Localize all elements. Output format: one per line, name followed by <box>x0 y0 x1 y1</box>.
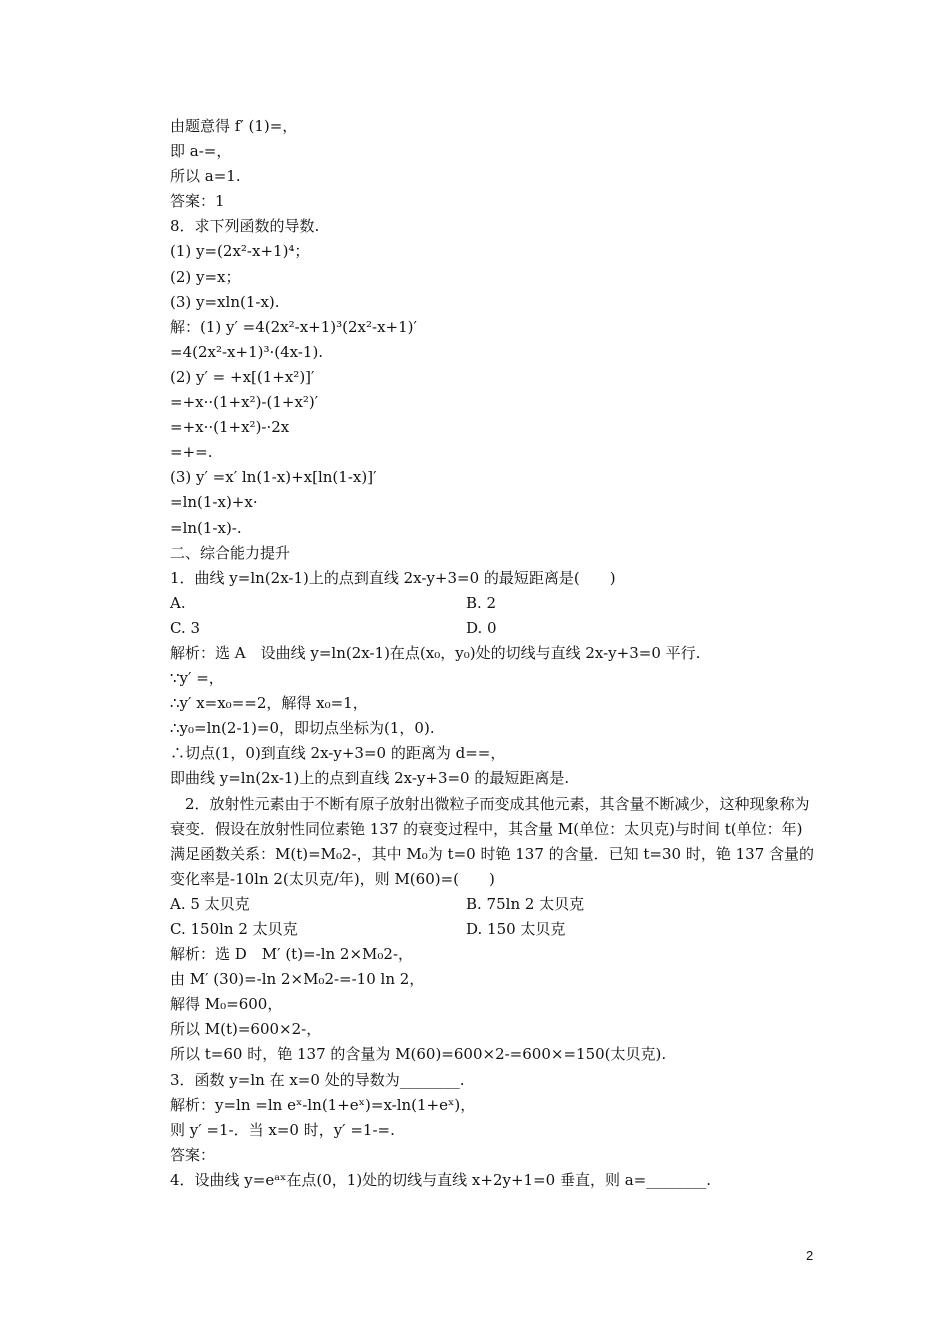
option-c: C. 150ln 2 太贝克 <box>170 920 298 938</box>
text-line: 由题意得 f′ (1)=， <box>170 117 298 135</box>
text-line: 所以 a=1. <box>170 167 241 186</box>
text-line: =+x··(1+x²)-(1+x²)′ <box>170 393 319 412</box>
text-line: ∴y₀=ln(2-1)=0，即切点坐标为(1，0). <box>170 719 435 738</box>
option-d: D. 0 <box>466 618 497 637</box>
text-line: 即 a-=， <box>170 142 232 161</box>
page-number: 2 <box>806 1248 814 1263</box>
question-heading: 8．求下列函数的导数. <box>170 217 320 236</box>
option-d: D. 150 太贝克 <box>466 920 566 938</box>
text-line: ∴切点(1，0)到直线 2x-y+3=0 的距离为 d==， <box>170 744 506 763</box>
text-line: 解析：y=ln =ln eˣ-ln(1+eˣ)=x-ln(1+eˣ)， <box>170 1095 476 1114</box>
question-paragraph: 2．放射性元素由于不断有原子放射出微粒子而变成其他元素，其含量不断减少，这种现象称为衰变．假设在放射性同位素铯 137 的衰变过程中，其含量 M(单位：太贝克)与时间 t(单位：年)满足函数关系：M(t)=M₀2-，其中 M₀为 t=0 时铯 137 的含量．已知 t=30 时，铯 137 含量的变化率是-10ln 2(太贝克/年)，则 M(60)=( ) <box>170 794 815 888</box>
text-line: (3) y′ =x′ ln(1-x)+x[ln(1-x)]′ <box>170 468 377 487</box>
text-line: (3) y=xln(1-x). <box>170 292 280 311</box>
question-heading: 4．设曲线 y=eᵃˣ在点(0，1)处的切线与直线 x+2y+1=0 垂直，则 a=________. <box>170 1170 712 1189</box>
section-heading: 二、综合能力提升 <box>170 543 291 562</box>
option-b: B. 2 <box>466 593 497 612</box>
text-line: 所以 M(t)=600×2-， <box>170 1020 322 1039</box>
text-line: 则 y′ =1-．当 x=0 时，y′ =1-=. <box>170 1120 395 1139</box>
text-line: ∴y′ x=x₀==2，解得 x₀=1， <box>170 694 368 713</box>
page-body <box>170 114 815 1193</box>
question-heading: 3．函数 y=ln 在 x=0 处的导数为________. <box>170 1070 465 1089</box>
question-heading: 1．曲线 y=ln(2x-1)上的点到直线 2x-y+3=0 的最短距离是( ) <box>170 568 616 587</box>
text-line: 即曲线 y=ln(2x-1)上的点到直线 2x-y+3=0 的最短距离是. <box>170 769 570 788</box>
option-row <box>170 892 815 917</box>
text-line: (2) y=x； <box>170 267 241 286</box>
text-line: =ln(1-x)+x· <box>170 493 258 512</box>
text-line: 由 M′ (30)=-ln 2×M₀2-=-10 ln 2， <box>170 970 425 989</box>
option-a: A. <box>170 593 186 612</box>
option-c: C. 3 <box>170 618 201 637</box>
text-line: =4(2x²-x+1)³·(4x-1). <box>170 342 324 361</box>
text-line: 解析：选 D M′ (t)=-ln 2×M₀2-， <box>170 945 414 964</box>
text-line: 答案： <box>170 1145 216 1164</box>
text-line: (1) y=(2x²-x+1)⁴； <box>170 242 310 261</box>
option-a: A. 5 太贝克 <box>170 894 250 913</box>
option-b: B. 75ln 2 太贝克 <box>466 894 585 913</box>
text-line: 解：(1) y′ =4(2x²-x+1)³(2x²-x+1)′ <box>170 317 417 336</box>
text-line: 解得 M₀=600， <box>170 995 283 1014</box>
text-line: 答案：1 <box>170 192 225 211</box>
text-line: =ln(1-x)-. <box>170 518 242 537</box>
option-row <box>170 591 815 616</box>
text-line: ∵y′ =， <box>170 669 224 688</box>
text-line: 所以 t=60 时，铯 137 的含量为 M(60)=600×2-=600×=150(太贝克). <box>170 1045 667 1064</box>
text-line: =+=. <box>170 443 213 462</box>
text-line: =+x··(1+x²)-·2x <box>170 418 290 437</box>
text-line: 解析：选 A 设曲线 y=ln(2x-1)在点(x₀，y₀)处的切线与直线 2x-y+3=0 平行. <box>170 643 701 662</box>
option-row <box>170 917 815 942</box>
text-line: (2) y′ = +x[(1+x²)]′ <box>170 367 315 386</box>
option-row <box>170 616 815 641</box>
